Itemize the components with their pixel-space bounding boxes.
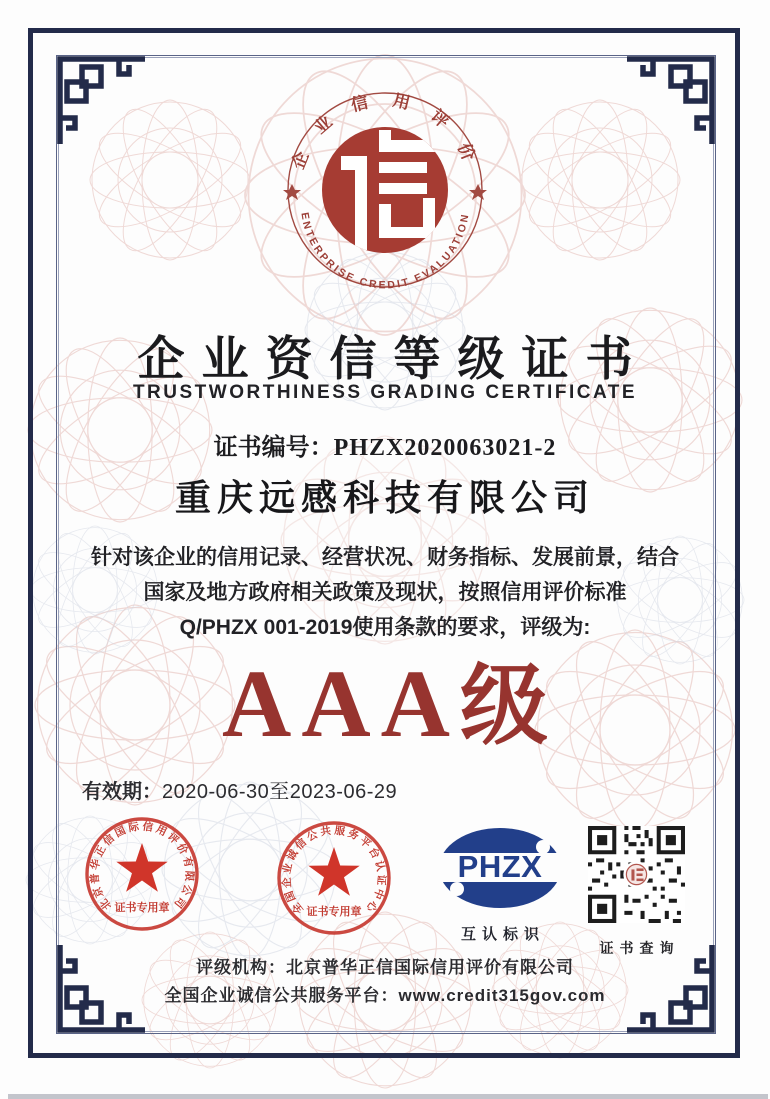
issuer-seal xyxy=(80,812,204,936)
rating-agency-line xyxy=(0,953,770,978)
platform-url-label: 全国企业诚信公共服务平台： xyxy=(164,986,399,1005)
emblem-side-star-right xyxy=(469,184,487,200)
platform-url-line xyxy=(0,981,770,1006)
certificate-title: 企业资信等级证书 xyxy=(137,332,650,385)
platform-seal-arc-text: 全国企业诚信公共服务平台认证中心 xyxy=(280,824,388,916)
company-name: 重庆远感科技有限公司 xyxy=(174,478,595,518)
grade-letters: AAA xyxy=(222,650,460,757)
phzx-mark-block xyxy=(436,826,564,944)
issuer-seal-star xyxy=(116,843,167,892)
certificate-number-line xyxy=(0,427,770,462)
certificate-body-text xyxy=(85,540,685,645)
credit-evaluation-emblem xyxy=(270,86,500,302)
issuer-seal-arc-text: 北京普华正信国际信用评价有限公司 xyxy=(88,820,196,912)
grade-suffix: 级 xyxy=(459,659,548,756)
body-line-3: Q/PHZX 001-2019使用条款的要求，评级为: xyxy=(179,616,591,639)
rating-agency-value: 北京普华正信国际信用评价有限公司 xyxy=(286,958,574,977)
body-line-1: 针对该企业的信用记录、经营状况、财务指标、发展前景，结合 xyxy=(91,546,679,569)
platform-seal xyxy=(272,816,396,940)
issuer-seal-bottom-text: 证书专用章 xyxy=(114,902,170,914)
validity-value: 2020-06-30至2023-06-29 xyxy=(162,781,398,803)
credit-grade xyxy=(0,636,770,762)
platform-seal-bottom-text: 证书专用章 xyxy=(306,906,362,918)
qr-code xyxy=(588,826,685,923)
validity-line xyxy=(82,775,397,804)
qr-block xyxy=(588,826,685,958)
emblem-arc-top-text: 企 业 信 用 评 价 xyxy=(288,90,482,172)
qr-caption: 证书查询 xyxy=(599,940,680,956)
phzx-logo xyxy=(436,826,564,910)
phzx-logo-text: PHZX xyxy=(457,849,543,884)
emblem-side-star-left xyxy=(283,184,301,200)
certificate-number-label: 证书编号： xyxy=(213,434,334,461)
platform-url-value: www.credit315gov.com xyxy=(398,986,606,1005)
validity-label: 有效期： xyxy=(82,781,162,803)
platform-seal-star xyxy=(308,847,359,896)
body-line-2: 国家及地方政府相关政策及现状，按照信用评价标准 xyxy=(143,581,627,604)
certificate-subtitle: TRUSTWORTHINESS GRADING CERTIFICATE xyxy=(132,382,638,403)
certificate-number-value: PHZX2020063021-2 xyxy=(333,435,557,461)
phzx-caption: 互认标识 xyxy=(460,926,545,943)
emblem-arc-bottom-text: ENTERPRISE CREDIT EVALUATION xyxy=(298,211,472,292)
rating-agency-label: 评级机构： xyxy=(196,958,286,977)
